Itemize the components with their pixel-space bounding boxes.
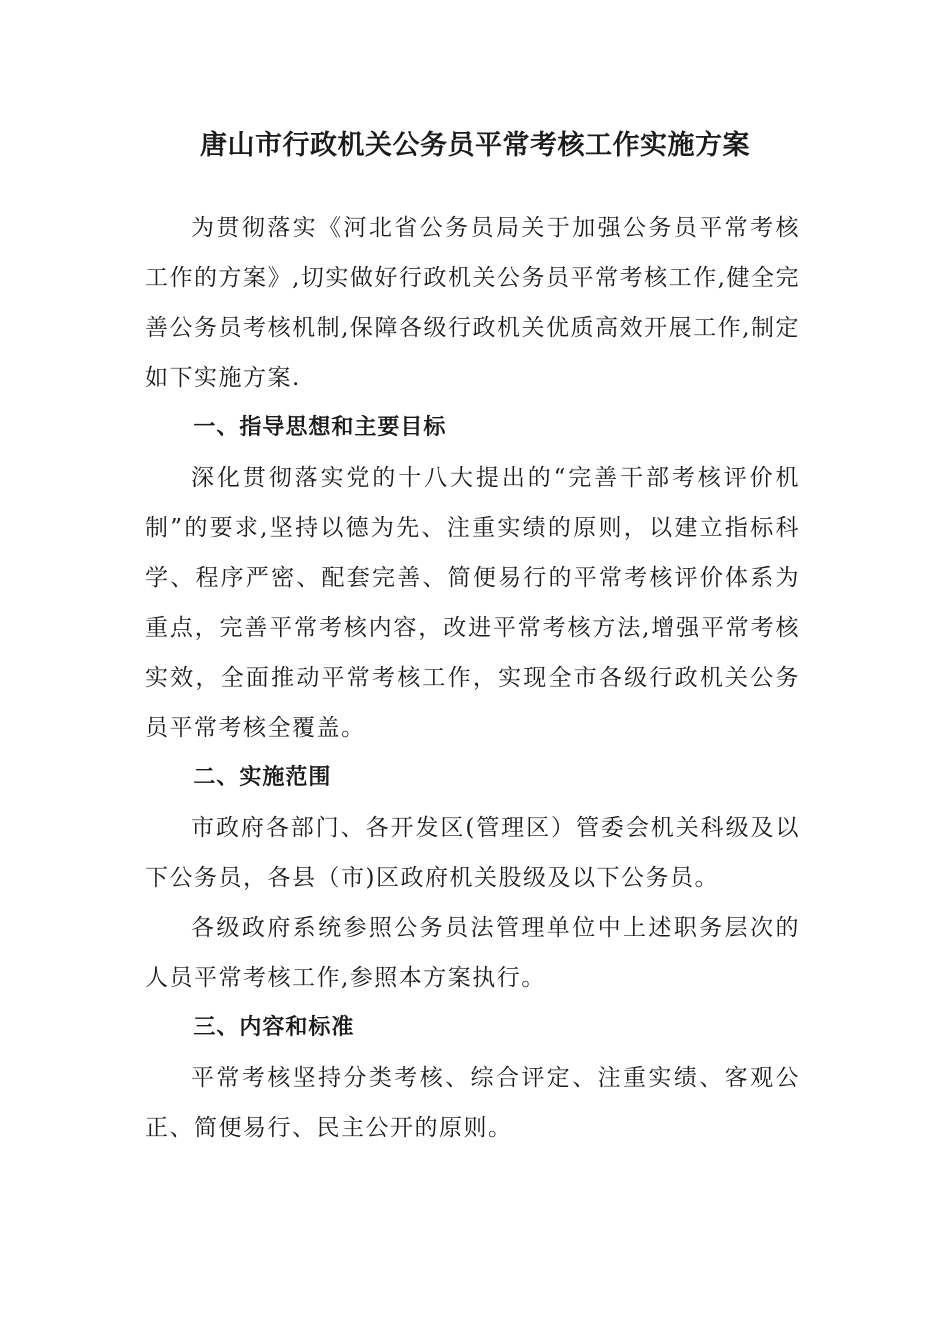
document-body [145, 203, 800, 1153]
section-scope [145, 753, 800, 1003]
section-paragraph: 各级政府系统参照公务员法管理单位中上述职务层次的人员平常考核工作,参照本方案执行。 [145, 915, 800, 991]
section-heading: 三、内容和标准 [193, 1015, 355, 1040]
section-heading: 二、实施范围 [193, 765, 332, 790]
section-guiding-ideology [145, 403, 800, 753]
intro-paragraph: 为贯彻落实《河北省公务员局关于加强公务员平常考核工作的方案》,切实做好行政机关公务员平常考核工作,健全完善公务员考核机制,保障各级行政机关优质高效开展工作,制定如下实施方案. [145, 215, 800, 391]
section-paragraph: 平常考核坚持分类考核、综合评定、注重实绩、客观公正、简便易行、民主公开的原则。 [145, 1065, 800, 1141]
section-paragraph: 深化贯彻落实党的十八大提出的“完善干部考核评价机制”的要求,坚持以德为先、注重实绩的原则，以建立指标科学、程序严密、配套完善、简便易行的平常考核评价体系为重点，完善平常考核内容，改进平常考核方法,增强平常考核实效，全面推动平常考核工作，实现全市各级行政机关公务员平常考核全覆盖。 [145, 465, 800, 741]
section-paragraph: 市政府各部门、各开发区(管理区）管委会机关科级及以下公务员，各县（市)区政府机关股级及以下公务员。 [145, 815, 800, 891]
section-content-standards [145, 1003, 800, 1153]
section-heading: 一、指导思想和主要目标 [193, 415, 447, 440]
document-title: 唐山市行政机关公务员平常考核工作实施方案 [200, 130, 750, 161]
